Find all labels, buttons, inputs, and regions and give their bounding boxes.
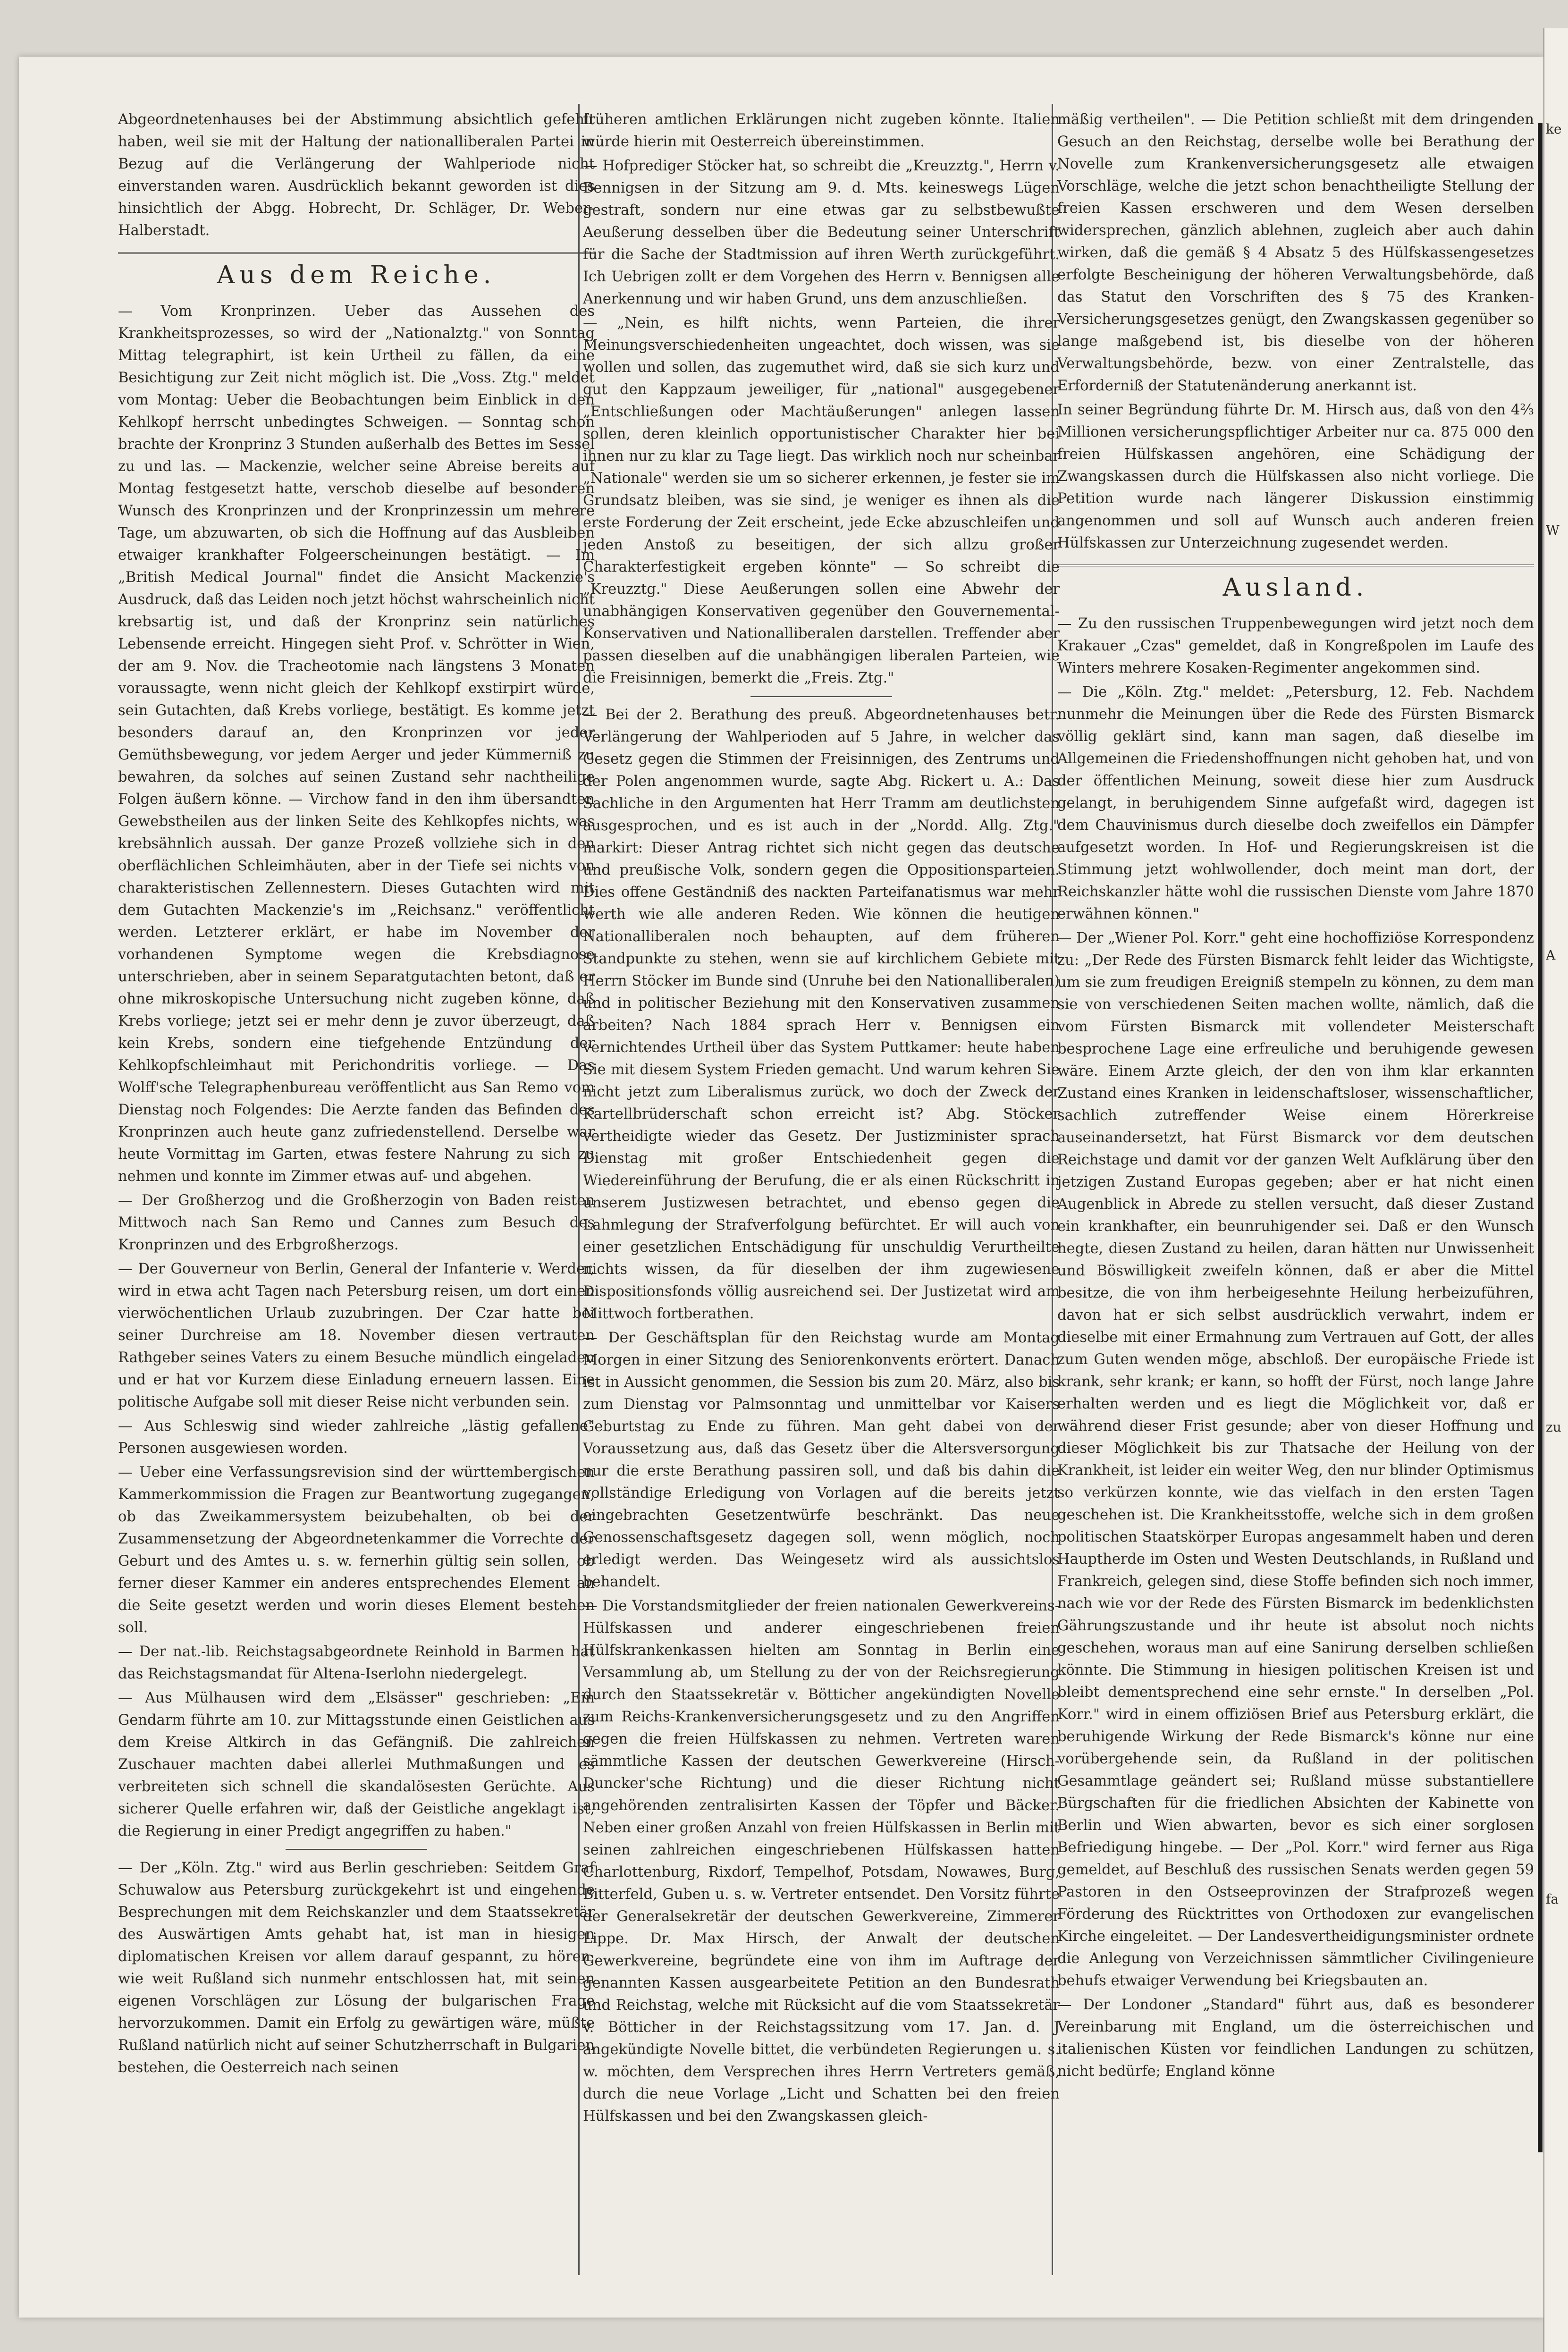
article-stoecker: — Hofprediger Stöcker hat, so schreibt die „Kreuzztg.", Herrn v. Bennigsen in der Sitzung am 9. d. Mts. keineswegs Lügen gestraft, sondern nur eine etwas gar zu selbstbewußte Aeußerung desselben über die Bedeutung seiner Unterschrift für die Sache der Stadtmission auf ihren Werth zurückgeführt. Ich Uebrigen zollt er dem Vorgehen des Herrn v. Bennigsen alle Anerkennung und wir haben Grund, uns dem anzuschließen. bbox=[583, 158, 1060, 307]
edge-text: A bbox=[1546, 947, 1556, 963]
article-petersburg: — Die „Köln. Ztg." meldet: „Petersburg, 12. Feb. Nachdem nunmehr die Meinungen über die Rede des Fürsten Bismarck völlig geklärt sind, kann man sagen, daß dieselbe im Allgemeinen die Friedenshoffnungen nicht gehoben hat, und von der öffentlichen Meinung, soweit diese hier zum Ausdruck gelangt, in beruhigendem Sinne aufgefaßt wird, dagegen ist dem Chauvinismus durch dieselbe doch zweifellos ein Dämpfer aufgesetzt worden. In Hof- und Regierungskreisen ist die Stimmung jetzt wohlwollender, doch meint man dort, der Reichskanzler hätte wohl die russischen Dienste vom Jahre 1870 erwähnen können." bbox=[1057, 684, 1534, 922]
article-reinhold: — Der nat.-lib. Reichstagsabgeordnete Reinhold in Barmen hat das Reichstagsmandat für Altena-Iserlohn niedergelegt. bbox=[118, 1644, 595, 1682]
article-standard: — Der Londoner „Standard" führt aus, daß es besonderer Vereinbarung mit England, um die österreichischen und italienischen Küsten vor feindlichen Landungen zu schützen, nicht bedürfe; England könne bbox=[1057, 1997, 1534, 2080]
article-baden: — Der Großherzog und die Großherzogin von Baden reisten Mittwoch nach San Remo und Cannes zum Besuch des Kronprinzen und des Erbgroßherzogs. bbox=[118, 1192, 595, 1253]
edge-text: zu bbox=[1546, 1419, 1561, 1435]
article-kronprinz: — Vom Kronprinzen. Ueber das Aussehen des Krankheitsprozesses, so wird der „Nationalztg." von Sonntag Mittag telegraphirt, ist kein Urtheil zu fällen, da eine Besichtigung zur Zeit nicht möglich ist. Die „Voss. Ztg." meldet vom Montag: Ueber die Beobachtungen beim Einblick in den Kehlkopf herrscht unbedingtes Schweigen. — Sonntag schon brachte der Kronprinz 3 Stunden außerhalb des Bettes im Sessel zu und las. — Mackenzie, welcher seine Abreise bereits auf Montag festgesetzt hatte, verschob dieselbe auf besonderen Wunsch des Kronprinzen und der Kronprinzessin um mehrere Tage, um abzuwarten, ob sich die Hoffnung auf das Ausbleiben etwaiger krankhafter Folgeerscheinungen bestätigt. — Im „British Medical Journal" findet die Ansicht Mackenzie's Ausdruck, daß das Leiden noch jetzt höchst wahrscheinlich nicht krebsartig ist, und daß der Kronprinz sein natürliches Lebensende erreicht. Hingegen sieht Prof. v. Schrötter in Wien, der am 9. Nov. die Tracheotomie nach längstens 3 Monaten voraussagte, wenn nicht gleich der Kehlkopf exstirpirt würde, sein Gutachten, daß Krebs vorliege, bestätigt. Es komme jetzt besonders darauf an, den Kronprinzen vor jeder Gemüthsbewegung, vor jedem Aerger und jeder Kümmerniß zu bewahren, da solches auf seinen Zustand sehr nachtheilige Folgen äußern könne. — Virchow fand in den ihm übersandten Gewebstheilen aus der linken Seite des Kehlkopfes nichts, was krebsähnlich aussah. Der ganze Prozeß vollziehe sich in den oberflächlichen Schleimhäuten, aber in der Tiefe sei nichts von charakteristischen Zellennestern. Dieses Gutachten wird mit dem Gutachten Mackenzie's im „Reichsanz." veröffentlicht werden. Letzterer erklärt, er habe im November der vorhandenen Symptome wegen die Krebsdiagnose unterschrieben, aber in seinem Separatgutachten betont, daß er ohne mikroskopische Untersuchung nicht zugeben könne, daß Krebs vorliege; jetzt sei er mehr denn je zuvor überzeugt, daß kein Krebs, sondern eine tiefgehende Entzündung der Kehlkopfschleimhaut mit Perichondritis vorliege. — Das Wolff'sche Telegraphenbureau veröffentlicht aus San Remo vom Dienstag noch Folgendes: Die Aerzte fanden das Befinden des Kronprinzen auch heute ganz zufriedenstellend. Derselbe war heute Vormittag im Garten, etwas festere Nahrung zu sich zu nehmen und konnte im Zimmer etwas auf- und abgehen. bbox=[118, 303, 595, 1185]
article-continuation: früheren amtlichen Erklärungen nicht zugeben könnte. Italien würde hierin mit Oesterreich übereinstimmen. bbox=[583, 111, 1060, 150]
article-petition: mäßig vertheilen". — Die Petition schließt mit dem dringenden Gesuch an den Reichstag, derselbe wolle bei Berathung der Novelle zum Krankenversicherungsgesetz alle etwaigen Vorschläge, welche die jetzt schon benachtheiligte Stellung der freien Kassen erschweren und dem Wesen derselben widersprechen, gänzlich ablehnen, zugleich aber auch dahin wirken, daß die gemäß § 4 Absatz 5 des Hülfskassengesetzes erfolgte Bescheinigung der höheren Verwaltungsbehörde, daß das Statut den Vorschriften des § 75 des Kranken-Versicherungsgesetzes genügt, den Zwangskassen gegenüber so lange maßgebend ist, bis dieselbe von der höheren Verwaltungsbehörde, bezw. von einer Zentralstelle, das Erforderniß der Statutenänderung anerkannt ist. bbox=[1057, 111, 1534, 394]
article-wuerttemberg: — Ueber eine Verfassungsrevision sind der württembergischen Kammerkommission die Fragen zur Beantwortung zugegangen, ob das Zweikammersystem beizubehalten, ob bei der Zusammensetzung der Abgeordnetenkammer die Vorrechte der Geburt und des Amtes u. s. w. fernerhin gültig sein sollen, ob ferner dieser Kammer ein anderes entsprechendes Element an die Seite gesetzt werden und worin dieses Element bestehen soll. bbox=[118, 1464, 595, 1636]
edge-text: ke bbox=[1546, 121, 1562, 137]
article-wiener-korr: — Der „Wiener Pol. Korr." geht eine hochoffiziöse Korrespondenz zu: „Der Rede des Fürsten Bismarck fehlt leider das Wichtigste, um sie zum freudigen Ereigniß stempeln zu können, zu dem man sie von verschiedenen Seiten machen wollte, nämlich, daß die vom Fürsten Bismarck mit vollendeter Meisterschaft besprochene Lage eine erfreuliche und beruhigende gewesen wäre. Einem Arzte gleich, der den von ihm klar erkannten Zustand eines Kranken in leidenschaftsloser, wissenschaftlicher, sachlich zutreffender Weise einem Hörerkreise auseinandersetzt, hat Fürst Bismarck vor dem deutschen Reichstage und damit vor der ganzen Welt Aufklärung über den jetzigen Zustand Europas gegeben; aber er hat nicht einen Augenblick in Abrede zu stellen versucht, daß dieser Zustand ein krankhafter, ein beunruhigender sei. Daß er den Wunsch hegte, diesen Zustand zu heilen, daran hätten nur Unwissenheit und Böswilligkeit zweifeln können, daß er aber die Mittel besitze, die von ihm herbeigesehnte Heilung herbeizuführen, davon hat er sich selbst ausdrücklich verwahrt, indem er dieselbe mit einer Ermahnung zum Vertrauen auf Gott, der alles zum Guten wenden möge, abschloß. Der europäische Friede ist krank, sehr krank; er kann, so hofft der Fürst, noch lange Jahre erhalten werden und es liegt die Möglichkeit vor, daß er während dieser Frist gesunde; aber von dieser Hoffnung und dieser Möglichkeit bis zur Thatsache der Heilung von der Krankheit, ist leider ein weiter Weg, den nur blinder Optimismus so verkürzen konnte, wie das vielfach in den ersten Tagen geschehen ist. Die Krankheitsstoffe, welche sich in dem großen politischen Staatskörper Europas angesammelt haben und deren Hauptherde im Osten und Westen Deutschlands, in Rußland und Frankreich, gelegen sind, diese Stoffe befinden sich noch immer, nach wie vor der Rede des Fürsten Bismarck im bedenklichsten Gährungszustande und ihr heute ist absolut noch nichts geschehen, woraus man auf eine Sanirung derselben schließen könnte. Die Stimmung in hiesigen politischen Kreisen ist und bleibt dementsprechend eine sehr ernste." In derselben „Pol. Korr." wird in einem offiziösen Brief aus Petersburg erklärt, die beruhigende Wirkung der Rede Bismarck's könne nur eine vorübergehende sein, da Rußland in der politischen Gesammtlage geändert sei; Rußland müsse substantiellere Bürgschaften für die friedlichen Absichten der Kabinette von Berlin und Wien abwarten, bevor es sich einer sorglosen Befriedigung hingebe. — Der „Pol. Korr." wird ferner aus Riga gemeldet, auf Beschluß des russischen Senats werden gegen 59 Pastoren in den Ostseeprovinzen der Strafprozeß wegen Förderung des Rücktrittes von Orthodoxen zur evangelischen Kirche eingeleitet. — Der Landesvertheidigungsminister ordnete die Anlegung von Verzeichnissen sämmtlicher Civilingenieure behufs etwaiger Verwendung bei Kriegsbauten an. bbox=[1057, 930, 1534, 1989]
next-page-edge bbox=[1543, 28, 1568, 2352]
column-3 bbox=[1057, 109, 1534, 2084]
binding-strip bbox=[1538, 123, 1543, 2152]
divider bbox=[750, 696, 892, 697]
section-heading-reich: Aus dem Reiche. bbox=[118, 252, 595, 292]
article-muelhausen: — Aus Mülhausen wird dem „Elsässer" geschrieben: „Ein Gendarm führte am 10. zur Mittagsstunde einen Geistlichen aus dem Kreise Altkirch in das Gefängniß. Die zahlreichen Zuschauer machten dabei allerlei Muthmaßungen und es verbreiteten sich schnell die skandalösesten Gerüchte. Aus sicherer Quelle erfahren wir, daß der Geistliche angeklagt ist, die Regierung in einer Predigt angegriffen zu haben." bbox=[118, 1690, 595, 1839]
article-koeln-berlin: — Der „Köln. Ztg." wird aus Berlin geschrieben: Seitdem Graf Schuwalow aus Petersburg zurückgekehrt ist und eingehende Besprechungen mit dem Reichskanzler und dem Staatssekretär des Auswärtigen Amts gehabt hat, ist man in hiesigen diplomatischen Kreisen vor allem darauf gespannt, zu hören, wie weit Rußland sich nunmehr entschlossen hat, mit seinen eigenen Vorschlägen zur Lösung der bulgarischen Frage hervorzukommen. Damit ein Erfolg zu gewärtigen wäre, müßte Rußland natürlich nicht auf seiner Schutzherrschaft in Bulgarien bestehen, die Oesterreich nach seinen bbox=[118, 1860, 595, 2076]
article-hirsch: In seiner Begründung führte Dr. M. Hirsch aus, daß von den 4⅔ Millionen versicherungspflichtiger Arbeiter nur ca. 875 000 den freien Hülfskassen angehören, eine Schädigung der Zwangskassen durch die Hülfskassen also nicht vorliege. Die Petition wurde nach längerer Diskussion einstimmig angenommen und soll auf Wunsch auch anderen freien Hülfskassen zur Unterzeichnung zugesendet werden. bbox=[1057, 402, 1534, 551]
edge-text: fa bbox=[1546, 1891, 1559, 1907]
article-geschaeftsplan: — Der Geschäftsplan für den Reichstag wurde am Montag Morgen in einer Sitzung des Seniorenkonvents erörtert. Danach ist in Aussicht genommen, die Session bis zum 20. März, also bis zum Dienstag vor Palmsonntag und unmittelbar vor Kaisers Geburtstag zu Ende zu führen. Man geht dabei von der Voraussetzung aus, daß das Gesetz über die Altersversorgung nur die erste Berathung passiren soll, und daß bis dahin die vollständige Erledigung von Vorlagen auf die bereits jetzt eingebrachten Gesetzentwürfe beschränkt. Das neue Genossenschaftsgesetz dagegen soll, wenn möglich, noch erledigt werden. Das Weingesetz wird als aussichtslos behandelt. bbox=[583, 1330, 1060, 1590]
column-2 bbox=[583, 109, 1060, 2129]
article-abgeordnetenhaus: — Bei der 2. Berathung des preuß. Abgeordnetenhauses betr. Verlängerung der Wahlperioden auf 5 Jahre, in welcher das Gesetz gegen die Stimmen der Freisinnigen, des Zentrums und der Polen angenommen wurde, sagte Abg. Rickert u. A.: Das Sachliche in den Argumenten hat Herr Tramm am deutlichsten ausgesprochen, und es ist auch in der „Nordd. Allg. Ztg." markirt: Dieser Antrag richtet sich nicht gegen das deutsche und preußische Volk, sondern gegen die Oppositionsparteien. Dies offene Geständniß des nackten Parteifanatismus war mehr werth wie alle anderen Reden. Wie können die heutigen Nationalliberalen noch behaupten, auf dem früheren Standpunkte zu stehen, wenn sie auf kirchlichem Gebiete mit Herrn Stöcker im Bunde sind (Unruhe bei den Nationalliberalen) und in politischer Beziehung mit den Konservativen zusammen arbeiten? Nach 1884 sprach Herr v. Bennigsen ein vernichtendes Urtheil über das System Puttkamer: heute haben Sie mit diesem System Frieden gemacht. Und warum kehren Sie nicht jetzt zum Liberalismus zurück, wo doch der Zweck der Kartellbrüderschaft schon erreicht ist? Abg. Stöcker vertheidigte wieder das Gesetz. Der Justizminister sprach Dienstag mit großer Entschiedenheit gegen die Wiedereinführung der Berufung, die er als einen Rückschritt in unserem Justizwesen betrachtet, und ebenso gegen die Lahmlegung der Strafverfolgung befürchtet. Er will auch von einer gesetzlichen Entschädigung für unschuldig Verurtheilte nichts wissen, da für dieselben der ihm zugewiesene Dispositionsfonds völlig ausreichend sei. Der Justizetat wird am Mittwoch fortberathen. bbox=[583, 707, 1060, 1322]
column-1 bbox=[118, 109, 595, 2081]
article-huelfskassen: — Die Vorstandsmitglieder der freien nationalen Gewerkvereins-Hülfskassen und anderer eingeschriebenen freien Hülfskrankenkassen hielten am Sonntag in Berlin eine Versammlung ab, um Stellung zu der von der Reichsregierung durch den Staatssekretär v. Bötticher angekündigten Novelle zum Reichs-Krankenversicherungsgesetz und zu den Angriffen gegen die freien Hülfskassen zu nehmen. Vertreten waren sämmtliche Kassen der deutschen Gewerkvereine (Hirsch-Duncker'sche Richtung) und die dieser Richtung nicht angehörenden zentralisirten Kassen der Töpfer und Bäcker. Neben einer großen Anzahl von freien Hülfskassen in Berlin mit seinen zahlreichen eingeschriebenen Hülfskassen hatten Charlottenburg, Rixdorf, Tempelhof, Potsdam, Nowawes, Burg, Bitterfeld, Guben u. s. w. Vertreter entsendet. Den Vorsitz führte der Generalsekretär der deutschen Gewerkvereine, Zimmerer Lippe. Dr. Max Hirsch, der Anwalt der deutschen Gewerkvereine, begründete eine von ihm im Auftrage der genannten Kassen ausgearbeitete Petition an den Bundesrath und Reichstag, welche mit Rücksicht auf die vom Staatssekretär v. Bötticher in der Reichstagssitzung vom 17. Jan. d. J angekündigte Novelle bittet, die verbündeten Regierungen u. s. w. möchten, dem Versprechen ihres Herrn Vertreters gemäß, durch die neue Vorlage „Licht und Schatten bei den freien Hülfskassen und bei den Zwangskassen gleich- bbox=[583, 1598, 1060, 2124]
edge-text: W bbox=[1546, 523, 1560, 538]
article-text: Abgeordnetenhauses bei der Abstimmung absichtlich gefehlt haben, weil sie mit der Haltung der nationalliberalen Partei in Bezug auf die Verlängerung der Wahlperiode nicht einverstanden waren. Ausdrücklich bekannt geworden ist dies hinsichtlich der Abgg. Hobrecht, Dr. Schläger, Dr. Weber-Halberstadt. bbox=[118, 111, 595, 239]
article-truppen: — Zu den russischen Truppenbewegungen wird jetzt noch dem Krakauer „Czas" gemeldet, daß in Kongreßpolen im Laufe des Winters mehrere Kosaken-Regimenter angekommen sind. bbox=[1057, 615, 1534, 676]
divider bbox=[286, 1849, 427, 1850]
article-werder: — Der Gouverneur von Berlin, General der Infanterie v. Werder, wird in etwa acht Tagen nach Petersburg reisen, um dort einen vierwöchentlichen Urlaub zuzubringen. Der Czar hatte bei seiner Durchreise am 18. November diesen vertrauten Rathgeber seines Vaters zu einem Besuche mündlich eingeladen und er hat vor Kurzem diese Einladung erneuern lassen. Eine politische Aufgabe soll mit dieser Reise nicht verbunden sein. bbox=[118, 1261, 595, 1410]
section-heading-ausland: Ausland. bbox=[1057, 565, 1534, 604]
article-kreuzztg: — „Nein, es hilft nichts, wenn Parteien, die ihrer Meinungsverschiedenheiten ungeachtet, doch wissen, was sie wollen und sollen, das zugemuthet wird, daß sie sich kurz und gut den Kappzaum jeweiliger, für „national" ausgegebener „Entschließungen oder Machtäußerungen" anlegen lassen sollen, deren kleinlich opportunistischer Charakter hier bei ihnen nur zu klar zu Tage liegt. Das wirklich noch nur scheinbar „Nationale" werden sie um so sicherer erkennen, je fester sie im Grundsatz bleiben, was sie sind, je weniger es ihnen als die erste Forderung der Zeit erscheint, jede Ecke abzuschleifen und jeden Anstoß zu beseitigen, der sich allzu großer Charakterfestigkeit ergeben könnte" — So schreibt die „Kreuzztg." Diese Aeußerungen sollen eine Abwehr der unabhängigen Konservativen gegenüber den Gouvernemental-Konservativen und Nationalliberalen darstellen. Treffender aber passen dieselben auf die unabhängigen liberalen Parteien, wie die Freisinnigen, bemerkt die „Freis. Ztg." bbox=[583, 315, 1060, 686]
article-schleswig: — Aus Schleswig sind wieder zahlreiche „lästig gefallene" Personen ausgewiesen worden. bbox=[118, 1418, 595, 1457]
